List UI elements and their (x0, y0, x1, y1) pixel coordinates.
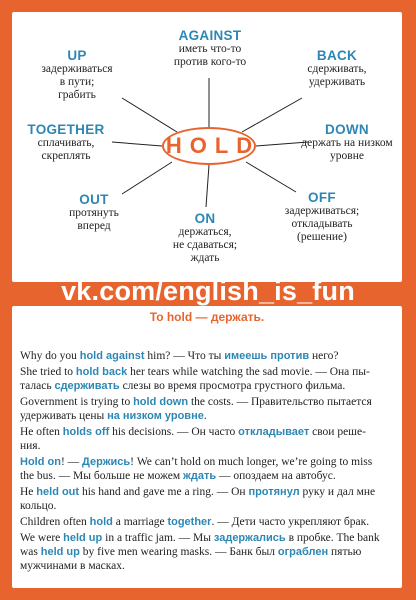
tr-off-2: откладывать (291, 218, 353, 230)
highlight-phrase: hold back (75, 366, 128, 378)
spoke-off (246, 162, 296, 192)
example-text: his decisions. — Он часто (109, 426, 239, 438)
example-text: кольцо. (20, 500, 57, 512)
example-line (20, 500, 396, 514)
highlight-phrase: Держись (82, 456, 131, 468)
node-up (22, 48, 132, 102)
example-text: в пробке. The bank (285, 532, 380, 544)
example-text: We were (20, 532, 64, 544)
tr-against-1: иметь что-то (178, 43, 242, 55)
example-text: Children often (20, 516, 90, 528)
word-against: AGAINST (178, 28, 242, 43)
node-on (155, 211, 255, 265)
spoke-together (112, 142, 162, 146)
example-text: He (20, 486, 37, 498)
highlight-phrase: hold (89, 516, 113, 528)
example-text: мужчинами в масках. (20, 560, 125, 572)
word-out: OUT (79, 192, 109, 207)
example-text: his hand and gave me a ring. — Он (79, 486, 249, 498)
example-text: He often (20, 426, 63, 438)
tr-together-2: скреплять (41, 150, 91, 162)
highlight-phrase: held out (36, 486, 80, 498)
example-line (20, 440, 396, 454)
examples-heading: To hold — держать. (149, 310, 265, 324)
example-text: ! We can’t hold on much longer, we’re going to miss (130, 456, 373, 468)
example-line (20, 380, 396, 394)
tr-out-2: вперед (77, 220, 111, 232)
highlight-phrase: hold down (133, 396, 189, 408)
highlight-phrase: Hold on (20, 456, 61, 468)
highlight-phrase: задержались (213, 532, 286, 544)
example-text: талась (20, 380, 55, 392)
example-text: руку и дал мне (299, 486, 376, 498)
examples-card (12, 306, 402, 588)
example-line (20, 410, 396, 424)
highlight-phrase: откладывает (238, 426, 310, 438)
example-text: Government is trying to (20, 396, 134, 408)
node-back (282, 48, 392, 89)
tr-against-2: против кого-то (173, 56, 247, 68)
example-text: пятью (328, 546, 362, 558)
example-text: него? (309, 350, 339, 362)
word-up: UP (67, 48, 87, 63)
example-line (20, 456, 396, 470)
highlight-phrase: на низком уровне (107, 410, 204, 422)
diagram-card (12, 12, 402, 282)
example-text: the costs. — Правительство пытается (188, 396, 372, 408)
tr-together-1: сплачивать, (37, 137, 95, 149)
tr-on-1: держаться, (178, 226, 232, 238)
example-line (20, 470, 396, 484)
tr-up-2: в пути; (59, 76, 95, 88)
example-text: . — Дети часто укрепляют брак. (211, 516, 370, 528)
spoke-out (122, 162, 172, 194)
tr-back-2: удерживать (308, 76, 366, 88)
word-off: OFF (308, 190, 336, 205)
tr-back-1: сдерживать, (307, 63, 367, 75)
node-down (292, 122, 402, 163)
highlight-phrase: ждать (183, 470, 217, 482)
node-off (267, 190, 377, 244)
tr-down-2: уровне (330, 150, 364, 162)
example-line (20, 486, 396, 500)
example-text: свои реше- (309, 426, 366, 438)
spoke-on (206, 165, 209, 207)
word-down: DOWN (325, 122, 369, 137)
tr-off-3: (решение) (297, 231, 347, 243)
example-text: by five men wearing masks. — Банк был (79, 546, 278, 558)
highlight-phrase: имеешь против (224, 350, 310, 362)
word-back: BACK (316, 48, 358, 63)
example-line (20, 516, 396, 530)
tr-down-1: держать на низком (301, 137, 393, 149)
spoke-up (122, 98, 177, 132)
highlight-phrase: together (167, 516, 212, 528)
example-text: удерживать цены (20, 410, 108, 422)
highlight-phrase: протянул (248, 486, 300, 498)
example-line (20, 350, 396, 364)
example-text: the bus. — Мы больше не можем (20, 470, 184, 482)
example-line (20, 366, 396, 380)
node-against (147, 28, 273, 69)
node-together (16, 122, 116, 163)
tr-up-3: грабить (58, 89, 96, 101)
example-text: She tried to (20, 366, 76, 378)
highlight-phrase: held up (63, 532, 103, 544)
highlight-phrase: сдерживать (54, 380, 120, 392)
example-text: her tears while watching the sad movie. — Она пы- (127, 366, 370, 378)
example-text: слезы во время просмотра грустного фильма. (119, 380, 346, 392)
example-line (20, 560, 396, 574)
example-text: in a traffic jam. — Мы (102, 532, 214, 544)
tr-off-1: задерживаться; (284, 205, 360, 217)
example-line (20, 532, 396, 546)
tr-out-1: протянуть (69, 207, 119, 219)
example-text: ния. (20, 440, 41, 452)
center-word: HOLD (162, 127, 256, 165)
highlight-phrase: holds off (62, 426, 110, 438)
example-text: ! — (60, 456, 83, 468)
example-line (20, 546, 396, 560)
highlight-phrase: held up (40, 546, 80, 558)
word-on: ON (194, 211, 216, 226)
example-text: was (20, 546, 41, 558)
tr-on-2: не сдаваться; (172, 239, 238, 251)
example-line (20, 426, 396, 440)
example-text: a marriage (112, 516, 168, 528)
tr-up-1: задерживаться (41, 63, 113, 75)
example-text: him? — Что ты (144, 350, 225, 362)
word-together: TOGETHER (27, 122, 105, 137)
highlight-phrase: hold against (79, 350, 145, 362)
example-text: . (203, 410, 207, 422)
example-text: — опоздаем на автобус. (216, 470, 336, 482)
example-line (20, 396, 396, 410)
example-text: Why do you (20, 350, 80, 362)
url-watermark: vk.com/english_is_fun (61, 276, 355, 306)
highlight-phrase: ограблен (277, 546, 329, 558)
node-out (44, 192, 144, 233)
tr-on-3: ждать (190, 252, 220, 264)
